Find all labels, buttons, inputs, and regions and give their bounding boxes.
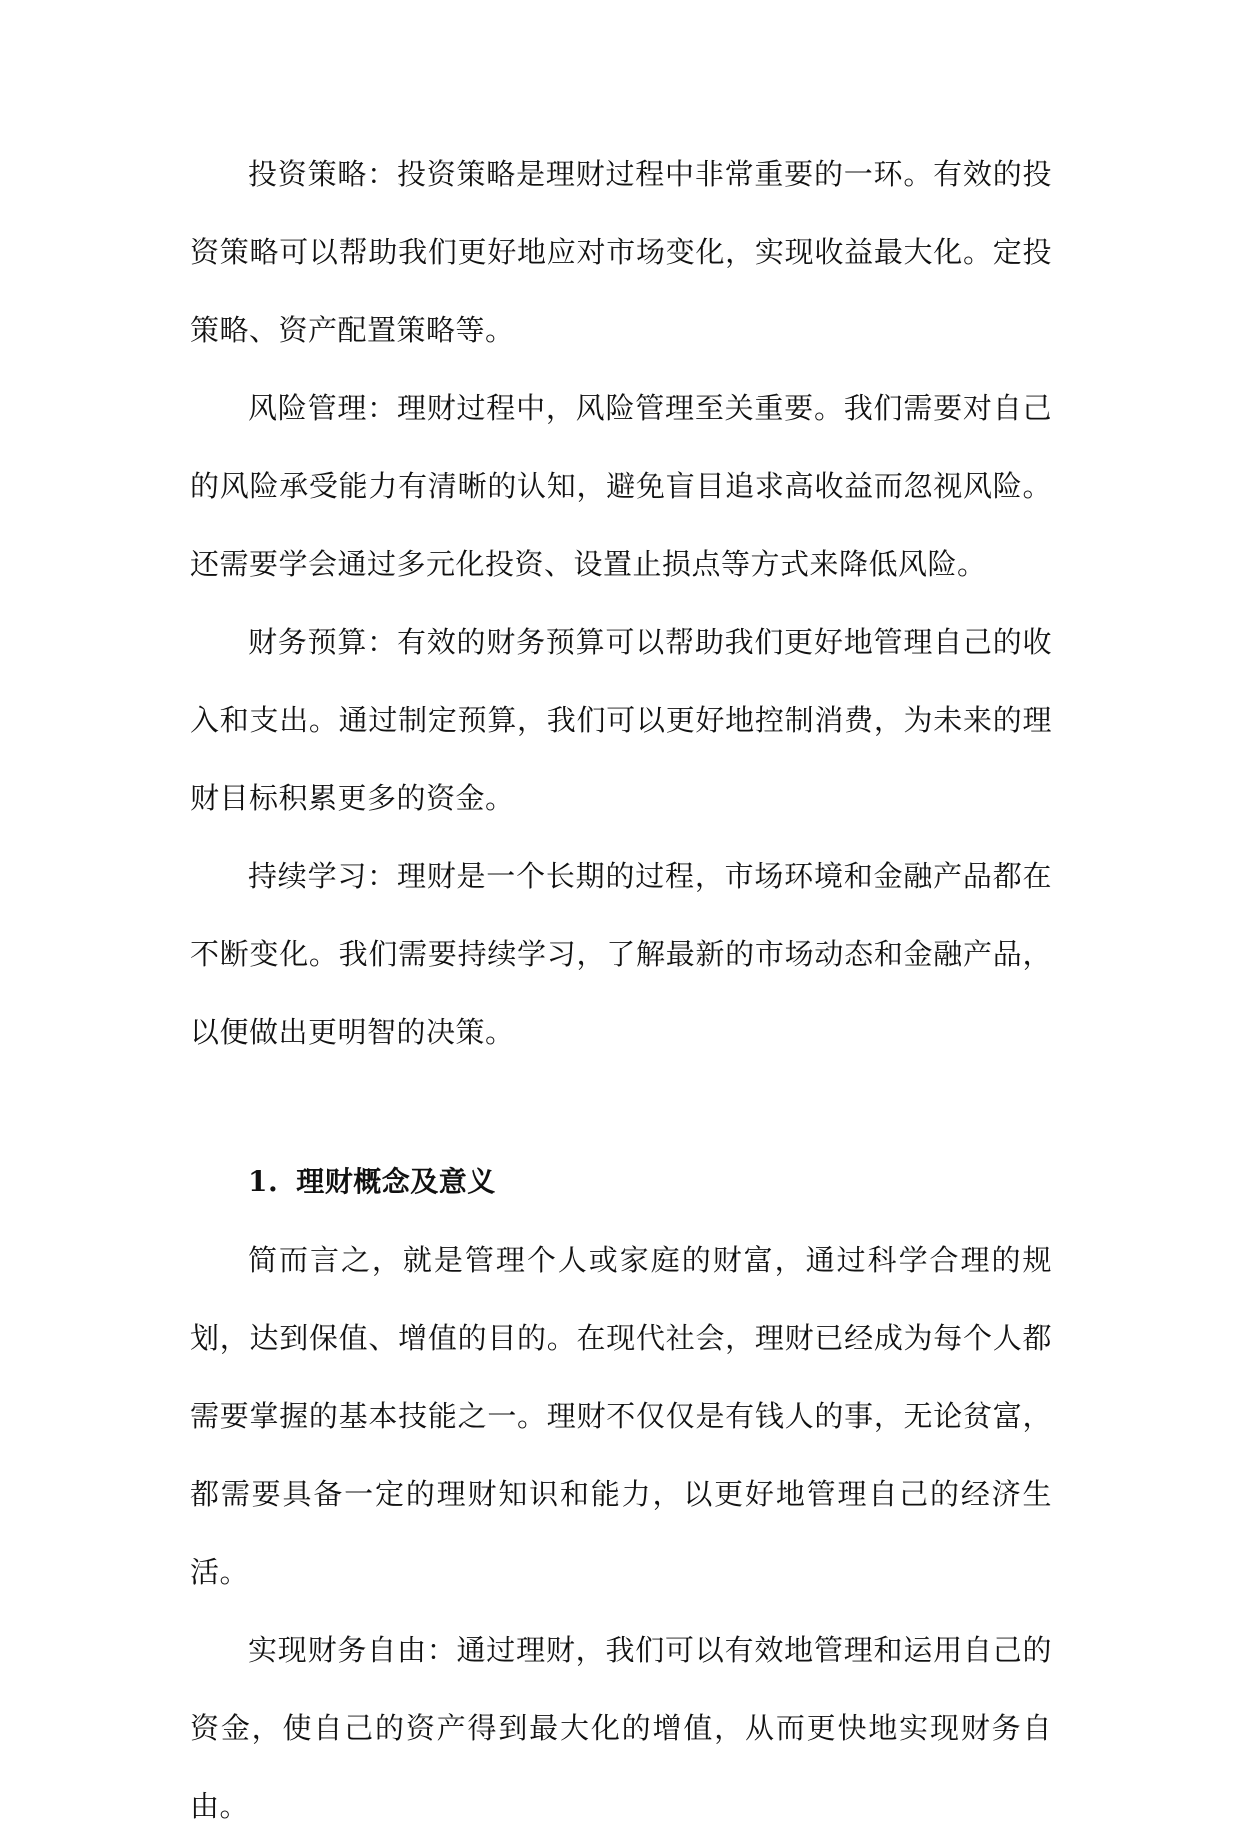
paragraph-financial-freedom: 实现财务自由：通过理财，我们可以有效地管理和运用自己的资金，使自己的资产得到最大化的增值，从而更快地实现财务自由。 (190, 1633, 1052, 1823)
section-heading (190, 1143, 1052, 1221)
paragraph-investment-strategy: 投资策略：投资策略是理财过程中非常重要的一环。有效的投资策略可以帮助我们更好地应对市场变化，实现收益最大化。定投策略、资产配置策略等。 (190, 157, 1052, 347)
paragraph-financial-budget: 财务预算：有效的财务预算可以帮助我们更好地管理自己的收入和支出。通过制定预算，我们可以更好地控制消费，为未来的理财目标积累更多的资金。 (190, 625, 1052, 815)
paragraph-continuous-learning: 持续学习：理财是一个长期的过程，市场环境和金融产品都在不断变化。我们需要持续学习，了解最新的市场动态和金融产品，以便做出更明智的决策。 (190, 859, 1052, 1049)
section-title: 理财概念及意义 (296, 1165, 496, 1198)
paragraph-concept-definition: 简而言之，就是管理个人或家庭的财富，通过科学合理的规划，达到保值、增值的目的。在现代社会，理财已经成为每个人都需要掌握的基本技能之一。理财不仅仅是有钱人的事，无论贫富，都需要具备一定的理财知识和能力，以更好地管理自己的经济生活。 (190, 1243, 1052, 1589)
section-number: 1. (248, 1165, 279, 1198)
document-body (190, 135, 1052, 1845)
paragraph-risk-management: 风险管理：理财过程中，风险管理至关重要。我们需要对自己的风险承受能力有清晰的认知，避免盲目追求高收益而忽视风险。还需要学会通过多元化投资、设置止损点等方式来降低风险。 (190, 391, 1052, 581)
